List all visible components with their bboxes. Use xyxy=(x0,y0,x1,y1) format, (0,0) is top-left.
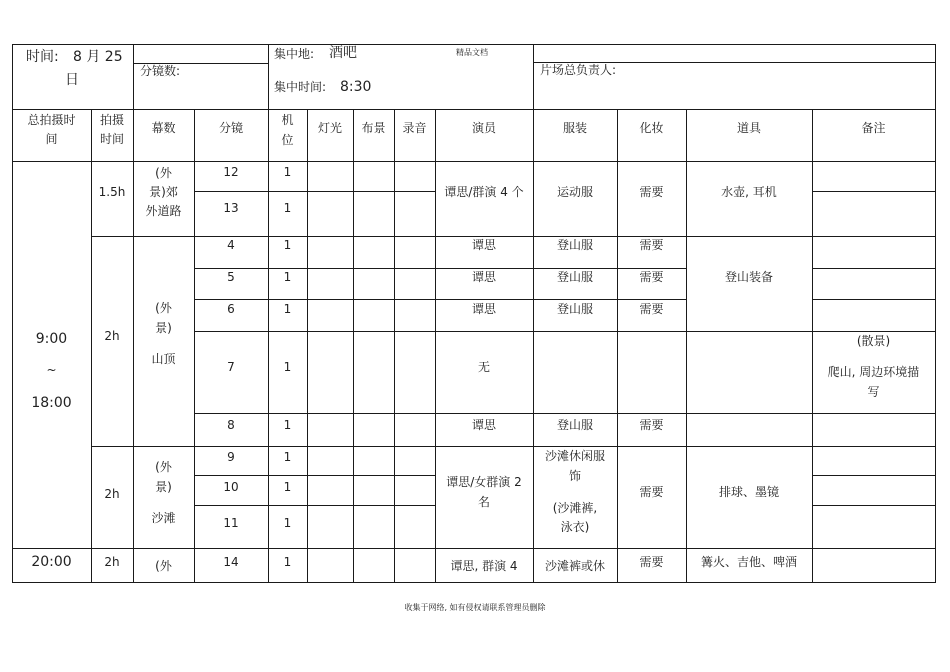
block4-total-time: 20:00 xyxy=(31,554,72,570)
block3-camera: 1 xyxy=(283,480,292,494)
block1-scene: 外道路 xyxy=(145,204,182,218)
col-makeup: 化妆 xyxy=(639,121,664,135)
grid-line xyxy=(12,161,936,162)
block3-costume: 饰 xyxy=(568,469,581,483)
block2-camera: 1 xyxy=(283,418,292,432)
grid-line xyxy=(194,475,435,476)
col-light: 灯光 xyxy=(317,121,342,135)
col-shoot-time: 时间 xyxy=(99,132,124,146)
block4-makeup: 需要 xyxy=(639,555,664,569)
grid-line xyxy=(617,109,618,583)
col-camera: 机 xyxy=(281,113,294,127)
block2-actor: 无 xyxy=(477,360,490,374)
block3-camera: 1 xyxy=(283,450,292,464)
block3-scene: 景) xyxy=(155,480,172,494)
block3-actor: 名 xyxy=(477,495,490,509)
block2-makeup: 需要 xyxy=(639,418,664,432)
col-scene: 幕数 xyxy=(151,121,176,135)
grid-line xyxy=(812,268,936,269)
grid-line xyxy=(812,505,936,506)
block2-actor: 谭思 xyxy=(471,418,496,432)
block2-makeup: 需要 xyxy=(639,270,664,284)
grid-line xyxy=(935,44,936,583)
col-costume: 服装 xyxy=(562,121,587,135)
block4-actor: 谭思, 群演 4 xyxy=(450,559,518,573)
col-notes: 备注 xyxy=(861,121,886,135)
col-total-time: 间 xyxy=(45,132,58,146)
grid-line xyxy=(91,109,92,583)
col-actor: 演员 xyxy=(471,121,496,135)
total-time-tilde: ~ xyxy=(46,363,57,377)
col-camera: 位 xyxy=(281,133,294,147)
gather-time-value: 8:30 xyxy=(340,79,372,95)
block1-costume: 运动服 xyxy=(556,185,593,199)
grid-line xyxy=(194,413,936,414)
block3-scene: (外 xyxy=(155,460,172,474)
block4-props: 篝火、吉他、啤酒 xyxy=(700,555,797,569)
total-time-start: 9:00 xyxy=(35,331,68,347)
grid-line xyxy=(533,44,534,109)
block4-duration: 2h xyxy=(104,555,120,569)
block2-shot: 5 xyxy=(227,270,235,284)
block3-shot: 9 xyxy=(227,450,235,464)
col-set: 布景 xyxy=(361,121,386,135)
grid-line xyxy=(812,475,936,476)
block3-costume: 沙滩休闲服 xyxy=(544,449,605,463)
block4-camera: 1 xyxy=(283,555,292,569)
block2-shot: 7 xyxy=(227,360,235,374)
block3-makeup: 需要 xyxy=(639,485,664,499)
block1-camera: 1 xyxy=(283,165,292,179)
block2-duration: 2h xyxy=(104,329,120,343)
block3-actor: 谭思/女群演 2 xyxy=(446,475,522,489)
block3-costume: 泳衣) xyxy=(560,520,590,534)
col-shot: 分镜 xyxy=(218,121,243,135)
block4-shot: 14 xyxy=(223,555,239,569)
block3-shot: 11 xyxy=(223,516,239,530)
grid-line xyxy=(812,299,936,300)
col-shoot-time: 拍摄 xyxy=(99,113,124,127)
block2-shot: 4 xyxy=(227,238,235,252)
time-value: 8 月 25 xyxy=(73,49,123,65)
block3-props: 排球、墨镜 xyxy=(718,485,779,499)
shot-count-label: 分镜数: xyxy=(140,64,181,78)
block2-makeup: 需要 xyxy=(639,238,664,252)
time-label: 时间: xyxy=(26,49,59,65)
block1-scene: 景)郊 xyxy=(149,185,178,199)
time-day: 日 xyxy=(65,72,79,88)
block1-camera: 1 xyxy=(283,201,292,215)
block1-shot: 13 xyxy=(223,201,239,215)
block2-shot: 6 xyxy=(227,302,235,316)
block2-camera: 1 xyxy=(283,270,292,284)
block2-note: 爬山, 周边环境描 xyxy=(827,365,920,379)
block1-scene: (外 xyxy=(155,166,172,180)
gather-time-label: 集中时间: xyxy=(274,80,327,94)
block3-costume: (沙滩裤, xyxy=(552,501,598,515)
grid-line xyxy=(12,109,936,110)
block4-scene: (外 xyxy=(155,559,172,573)
gather-place-value: 酒吧 xyxy=(329,45,357,61)
block1-props: 水壶, 耳机 xyxy=(721,185,777,199)
block1-duration: 1.5h xyxy=(98,185,126,199)
block1-shot: 12 xyxy=(223,165,239,179)
grid-line xyxy=(268,44,269,109)
col-props: 道具 xyxy=(736,121,761,135)
grid-line xyxy=(12,548,936,549)
block2-costume: 登山服 xyxy=(556,302,593,316)
block2-scene: (外 xyxy=(155,301,172,315)
responsible-label: 片场总负责人: xyxy=(540,63,617,77)
block2-scene: 山顶 xyxy=(151,352,176,366)
block2-shot: 8 xyxy=(227,418,235,432)
grid-line xyxy=(394,109,395,583)
block2-actor: 谭思 xyxy=(471,238,496,252)
col-total-time: 总拍摄时 xyxy=(27,113,76,127)
block1-actor: 谭思/群演 4 个 xyxy=(444,185,524,199)
block2-costume: 登山服 xyxy=(556,418,593,432)
block2-costume: 登山服 xyxy=(556,238,593,252)
block3-camera: 1 xyxy=(283,516,292,530)
col-sound: 录音 xyxy=(402,121,427,135)
block2-actor: 谭思 xyxy=(471,270,496,284)
block2-actor: 谭思 xyxy=(471,302,496,316)
block2-camera: 1 xyxy=(283,360,292,374)
block1-makeup: 需要 xyxy=(639,185,664,199)
grid-line xyxy=(194,191,435,192)
block2-costume: 登山服 xyxy=(556,270,593,284)
grid-line xyxy=(194,505,435,506)
grid-line xyxy=(812,191,936,192)
block2-makeup: 需要 xyxy=(639,302,664,316)
block2-note: 写 xyxy=(867,385,880,399)
grid-line xyxy=(133,44,134,109)
grid-line xyxy=(353,109,354,583)
block2-note: (散景) xyxy=(856,334,891,348)
block3-scene: 沙滩 xyxy=(151,511,176,525)
block2-props: 登山装备 xyxy=(724,270,773,284)
watermark: 精品文档 xyxy=(456,48,488,57)
block2-camera: 1 xyxy=(283,238,292,252)
block4-costume: 沙滩裤或休 xyxy=(544,559,605,573)
grid-line xyxy=(307,109,308,583)
grid-line xyxy=(686,109,687,583)
block3-shot: 10 xyxy=(223,480,239,494)
block2-camera: 1 xyxy=(283,302,292,316)
footer-disclaimer: 收集于网络, 如有侵权请联系管理员删除 xyxy=(404,603,546,612)
block2-scene: 景) xyxy=(155,321,172,335)
block3-duration: 2h xyxy=(104,487,120,501)
total-time-end: 18:00 xyxy=(31,395,72,411)
grid-line xyxy=(12,582,936,583)
gather-place-label: 集中地: xyxy=(274,47,315,61)
